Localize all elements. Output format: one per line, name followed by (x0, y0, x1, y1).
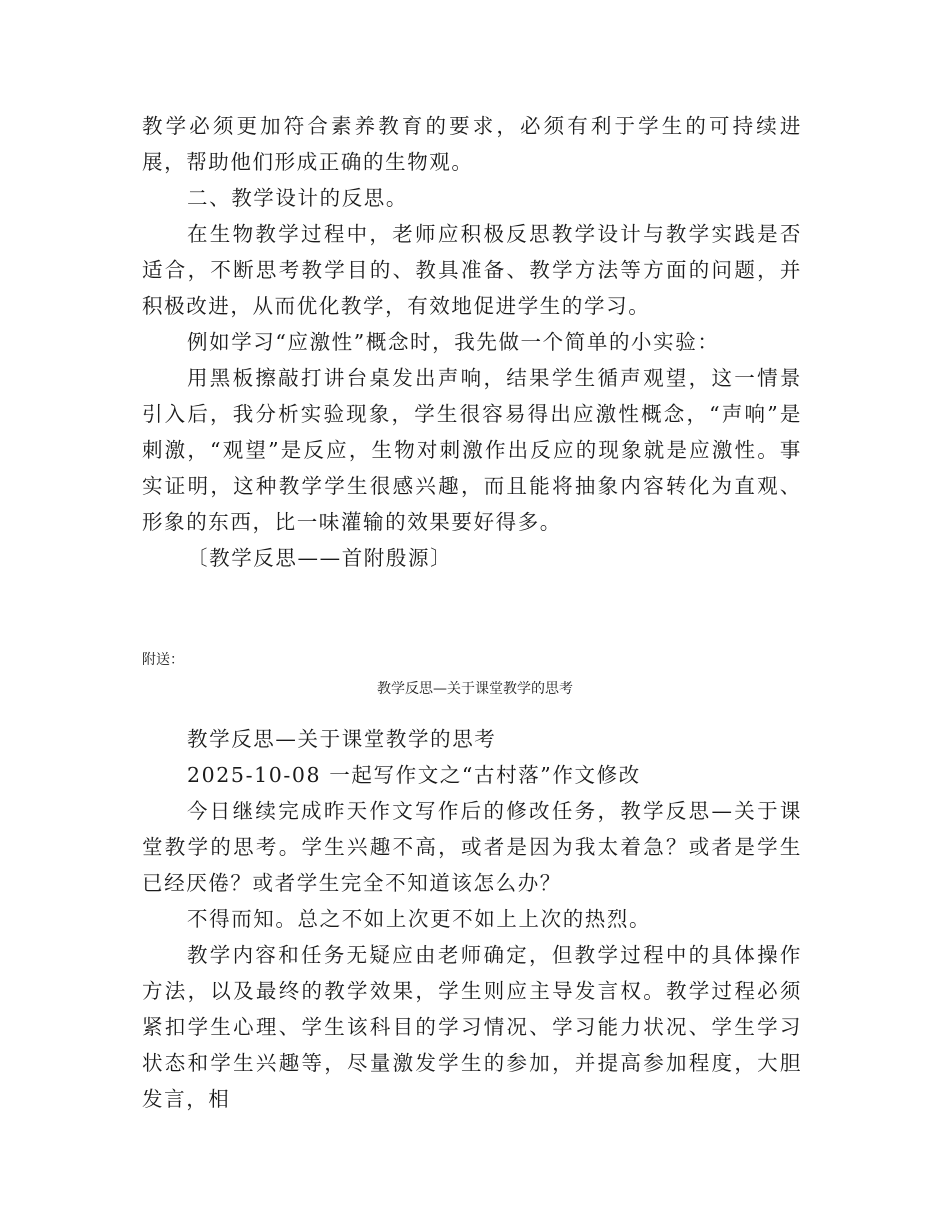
paragraph-design-reflection: 在生物教学过程中，老师应积极反思教学设计与教学实践是否适合，不断思考教学目的、教具准备、教学方法等方面的问题，并积极改进，从而优化教学，有效地促进学生的学习。 (142, 222, 802, 318)
appendix-label: 附送： (142, 652, 184, 668)
paragraph-article-body: 教学内容和任务无疑应由老师确定，但教学过程中的具体操作方法，以及最终的教学效果，学生则应主导发言权。教学过程必须紧扣学生心理、学生该科目的学习情况、学习能力状况、学生学习状态和学生兴趣等，尽量激发学生的参加，并提高参加程度，大胆发言，相 (142, 943, 802, 1111)
heading-design-reflection: 二、教学设计的反思。 (187, 186, 408, 210)
paragraph-source-note: 〔教学反思——首附殷源〕 (187, 546, 453, 570)
paragraph-example-experiment: 用黑板擦敲打讲台桌发出声响，结果学生循声观望，这一情景引入后，我分析实验现象，学生很容易得出应激性概念，“声响”是刺激，“观望”是反应，生物对刺激作出反应的现象就是应激性。事实证明，这种教学学生很感兴趣，而且能将抽象内容转化为直观、形象的东西，比一味灌输的效果要好得多。 (142, 366, 802, 534)
paragraph-article-intro: 今日继续完成昨天作文写作后的修改任务，教学反思—关于课堂教学的思考。学生兴趣不高，或者是因为我太着急？或者是学生已经厌倦？或者学生完全不知道该怎么办？ (142, 799, 802, 895)
appendix-title: 教学反思—关于课堂教学的思考 (377, 681, 573, 697)
paragraph-article-unknown: 不得而知。总之不如上次更不如上上次的热烈。 (187, 907, 652, 931)
paragraph-article-date: 2025-10-08 一起写作文之“古村落”作文修改 (187, 763, 641, 787)
paragraph-article-title: 教学反思—关于课堂教学的思考 (187, 727, 497, 751)
section-top (142, 108, 802, 576)
paragraph-example-intro: 例如学习“应激性”概念时，我先做一个简单的小实验： (187, 330, 720, 354)
paragraph-conclusion: 教学必须更加符合素养教育的要求，必须有利于学生的可持续进展，帮助他们形成正确的生物观。 (142, 114, 802, 174)
section-appendix (142, 721, 802, 1117)
